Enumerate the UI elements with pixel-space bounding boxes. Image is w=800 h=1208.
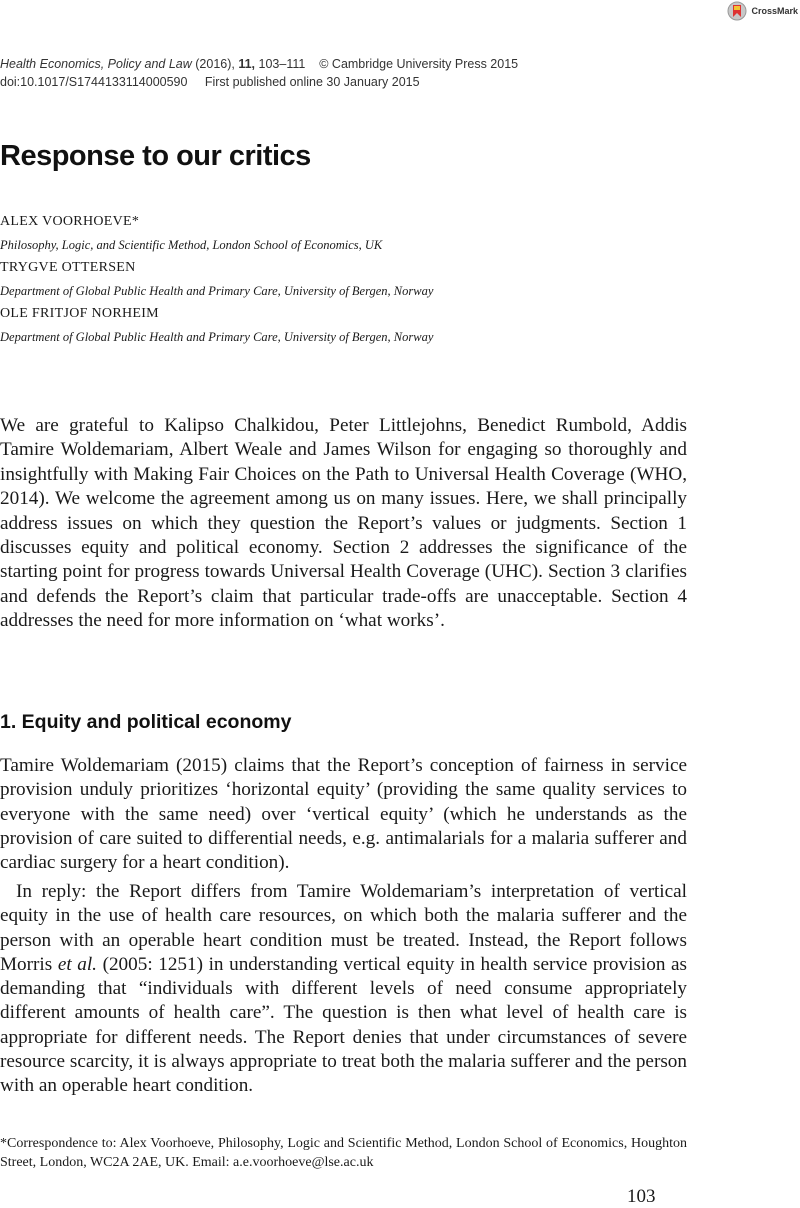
publication-date: First published online 30 January 2015 — [204, 75, 420, 89]
paragraph-text: In reply: the Report differs from Tamire Woldemariam’s interpretation of vertical equity in the use of health care resources, on which both the malaria sufferer and the person with an operable heart condition must be treated. Instead, the Report follows Morris — [0, 881, 687, 975]
abstract-paragraph: We are grateful to Kalipso Chalkidou, Peter Littlejohns, Benedict Rumbold, Addis Tamire Woldemariam, Albert Weale and James Wilson for engaging so thoroughly and insightfully with Making Fair Choices on the Path to Universal Health Coverage (WHO, 2014). We welcome the agreement among us on many issues. Here, we shall principally address issues on which they question the Report’s values or judgments. Section 1 discusses equity and political economy. Section 2 addresses the significance of the starting point for progress towards Universal Health Coverage (UHC). Section 3 clarifies and defends the Report’s claim that particular trade-offs are unacceptable. Section 4 addresses the need for more information on ‘what works’. — [0, 415, 687, 632]
page-number: 103 — [627, 1186, 656, 1207]
author-name: ALEX VOORHOEVE* — [0, 214, 140, 229]
journal-year: (2016), — [195, 57, 235, 71]
author-affiliation: Department of Global Public Health and Primary Care, University of Bergen, Norway — [0, 284, 434, 298]
journal-doi-line — [0, 73, 760, 91]
body-paragraph — [0, 880, 687, 1099]
author-list — [0, 211, 780, 349]
crossmark-badge[interactable] — [727, 1, 798, 21]
correspondence-footnote: *Correspondence to: Alex Voorhoeve, Philosophy, Logic and Scientific Method, London School of Economics, Houghton Street, London, WC2A 2AE, UK. Email: a.e.voorhoeve@lse.ac.uk — [0, 1136, 687, 1170]
paragraph-text: (2005: 1251) in understanding vertical equity in health service provision as demanding that “individuals with different levels of need consume appropriately different amounts of health care”. The question is then what level of health care is appropriate for different needs. The Report denies that under circumstances of severe resource scarcity, it is always appropriate to treat both the malaria sufferer and the person with an operable heart condition. — [0, 953, 687, 1097]
article-title: Response to our critics — [0, 140, 311, 172]
crossmark-label: CrossMark — [751, 6, 798, 16]
et-al-italic: et al. — [57, 953, 97, 975]
body-paragraph: Tamire Woldemariam (2015) claims that the Report’s conception of fairness in service provision unduly prioritizes ‘horizontal equity’ (providing the same quality services to everyone with the same need) over ‘vertical equity’ (which he understands as the provision of care suited to differential needs, e.g. antimalarials for a malaria sufferer and cardiac surgery for a heart condition). — [0, 755, 687, 874]
author-affiliation: Philosophy, Logic, and Scientific Method, London School of Economics, UK — [0, 238, 383, 252]
journal-pages: 103–111 — [258, 57, 306, 71]
author-name: OLE FRITJOF NORHEIM — [0, 306, 159, 321]
journal-copyright: © Cambridge University Press 2015 — [319, 57, 519, 71]
journal-header — [0, 55, 760, 91]
crossmark-icon — [727, 1, 747, 21]
section-heading: 1. Equity and political economy — [0, 711, 292, 733]
author-affiliation: Department of Global Public Health and Primary Care, University of Bergen, Norway — [0, 330, 434, 344]
journal-volume: 11, — [238, 57, 256, 71]
doi-link[interactable]: doi:10.1017/S1744133114000590 — [0, 75, 188, 89]
journal-citation-line — [0, 55, 760, 73]
journal-name: Health Economics, Policy and Law — [0, 57, 192, 71]
author-name: TRYGVE OTTERSEN — [0, 260, 136, 275]
